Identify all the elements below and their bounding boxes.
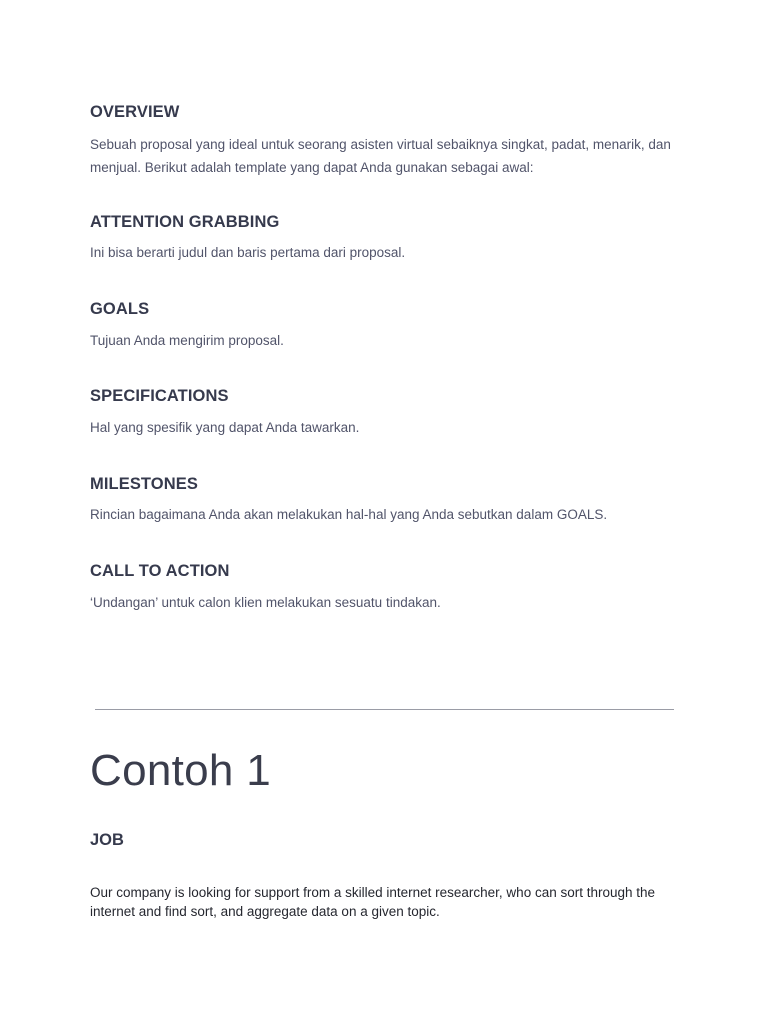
section-specifications [90, 386, 680, 439]
section-heading-attention-grabbing: ATTENTION GRABBING [90, 213, 280, 231]
section-attention-grabbing [90, 212, 680, 264]
section-text-call-to-action: ‘Undangan’ untuk calon klien melakukan sesuatu tindakan. [90, 595, 441, 610]
section-text-attention-grabbing: Ini bisa berarti judul dan baris pertama dari proposal. [90, 245, 406, 260]
section-divider [95, 709, 674, 710]
section-heading-call-to-action: CALL TO ACTION [90, 562, 230, 580]
section-call-to-action [90, 561, 680, 614]
section-goals [90, 299, 680, 352]
section-text-goals: Tujuan Anda mengirim proposal. [90, 333, 284, 348]
section-heading-overview: OVERVIEW [90, 103, 180, 121]
section-heading-specifications: SPECIFICATIONS [90, 387, 229, 405]
job-heading: JOB [90, 831, 124, 849]
section-heading-goals: GOALS [90, 300, 150, 318]
section-text-milestones: Rincian bagaimana Anda akan melakukan hal-hal yang Anda sebutkan dalam GOALS. [90, 507, 608, 522]
section-text-specifications: Hal yang spesifik yang dapat Anda tawarkan. [90, 420, 360, 435]
section-heading-milestones: MILESTONES [90, 475, 198, 493]
section-text-overview: Sebuah proposal yang ideal untuk seorang asisten virtual sebaiknya singkat, padat, menarik, dan menjual. Berikut adalah template yang dapat Anda gunakan sebagai awal: [90, 137, 671, 175]
example-title: Contoh 1 [90, 746, 271, 795]
section-milestones [90, 474, 680, 526]
section-overview [90, 102, 680, 179]
job-description: Our company is looking for support from a skilled internet researcher, who can sort through the internet and find sort, and aggregate data on a given topic. [90, 885, 656, 919]
